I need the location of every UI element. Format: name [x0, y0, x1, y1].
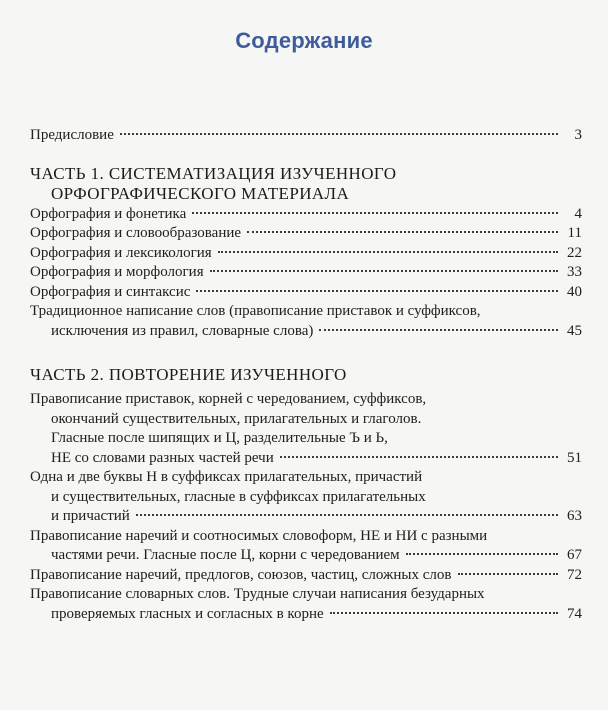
toc-entry-line: Правописание словарных слов. Трудные случаи написания безударных — [30, 586, 485, 602]
toc-entry-line — [30, 605, 582, 625]
toc-entry-title: Предисловие — [30, 127, 114, 143]
toc-entry-line — [30, 244, 582, 264]
toc-entry-line: Гласные после шипящих и Ц, разделительные Ъ и Ь, — [51, 430, 388, 446]
toc-entry — [30, 302, 582, 341]
toc-entry-title: Орфография и морфология — [30, 264, 204, 280]
toc-entry-title: частями речи. Гласные после Ц, корни с чередованием — [51, 547, 400, 563]
toc-page-number: 63 — [567, 508, 582, 524]
toc-page-number: 33 — [567, 264, 582, 280]
toc-page-number: 74 — [567, 605, 582, 622]
table-of-contents — [30, 126, 582, 624]
toc-entry-preface — [30, 126, 582, 146]
toc-entry-line: Традиционное написание слов (правописание приставок и суффиксов, — [30, 303, 481, 319]
dot-leader — [330, 612, 558, 614]
toc-entry-title: Орфография и синтаксис — [30, 283, 191, 300]
dot-leader — [280, 456, 558, 458]
toc-entry-line: Одна и две буквы Н в суффиксах прилагательных, причастий — [30, 469, 423, 485]
toc-entry-line: и существительных, гласные в суффиксах прилагательных — [51, 488, 426, 505]
toc-entry-line — [30, 205, 582, 225]
toc-page-number: 72 — [567, 566, 582, 583]
toc-entry-line — [30, 126, 582, 146]
toc-entry — [30, 527, 582, 566]
toc-entry — [30, 585, 582, 624]
dot-leader — [247, 231, 558, 233]
dot-leader — [196, 290, 558, 292]
toc-page-number: 51 — [567, 449, 582, 466]
toc-entry — [30, 205, 582, 225]
toc-entry-line — [30, 224, 582, 244]
toc-entry-title: Орфография и лексикология — [30, 244, 212, 261]
toc-page-number: 3 — [574, 127, 582, 143]
part-heading — [30, 365, 582, 385]
toc-entry — [30, 224, 582, 244]
toc-entry — [30, 244, 582, 264]
toc-entry — [30, 263, 582, 283]
toc-entry-line — [30, 449, 582, 469]
toc-entry-line — [30, 507, 582, 527]
toc-entry-line: Правописание наречий и соотносимых словоформ, НЕ и НИ с разными — [30, 527, 488, 544]
toc-page-number: 22 — [567, 244, 582, 261]
toc-entry-title: Правописание наречий, предлогов, союзов, частиц, сложных слов — [30, 566, 452, 583]
toc-entry-line: Правописание приставок, корней с чередованием, суффиксов, — [30, 391, 427, 407]
dot-leader — [218, 251, 558, 253]
toc-entry-title: и причастий — [51, 508, 130, 524]
toc-entry-title: Орфография и фонетика — [30, 205, 187, 222]
dot-leader — [120, 133, 558, 135]
part-1-entries — [30, 205, 582, 342]
part-heading-line: ЧАСТЬ 2. ПОВТОРЕНИЕ ИЗУЧЕННОГО — [30, 365, 347, 384]
toc-entry-line — [30, 322, 582, 342]
page-title: Содержание — [235, 28, 373, 53]
toc-page-number: 45 — [567, 322, 582, 339]
part-heading-line: ЧАСТЬ 1. СИСТЕМАТИЗАЦИЯ ИЗУЧЕННОГО — [30, 163, 397, 183]
toc-entry — [30, 390, 582, 468]
toc-entry-line — [30, 566, 582, 586]
toc-entry-title: Орфография и словообразование — [30, 225, 242, 241]
part-2-entries — [30, 390, 582, 624]
toc-entry-line — [30, 263, 582, 283]
toc-entry — [30, 283, 582, 303]
dot-leader — [210, 270, 558, 272]
toc-page-number: 11 — [567, 225, 582, 241]
toc-page-number: 4 — [574, 205, 582, 222]
toc-page-number: 40 — [567, 283, 582, 300]
part-heading-line: ОРФОГРАФИЧЕСКОГО МАТЕРИАЛА — [51, 183, 350, 203]
dot-leader — [458, 573, 559, 575]
toc-entry — [30, 566, 582, 586]
toc-entry-line: окончаний существительных, прилагательных и глаголов. — [51, 410, 422, 427]
dot-leader — [406, 553, 558, 555]
toc-entry-line — [30, 283, 582, 303]
toc-page-number: 67 — [567, 547, 582, 563]
toc-entry-title: исключения из правил, словарные слова) — [51, 322, 314, 339]
dot-leader — [136, 514, 558, 516]
toc-entry — [30, 468, 582, 527]
toc-entry-title: НЕ со словами разных частей речи — [51, 449, 274, 466]
dot-leader — [192, 212, 558, 214]
dot-leader — [319, 329, 558, 331]
toc-entry-line — [30, 546, 582, 566]
part-heading — [30, 164, 582, 204]
toc-entry-title: проверяемых гласных и согласных в корне — [51, 605, 324, 622]
